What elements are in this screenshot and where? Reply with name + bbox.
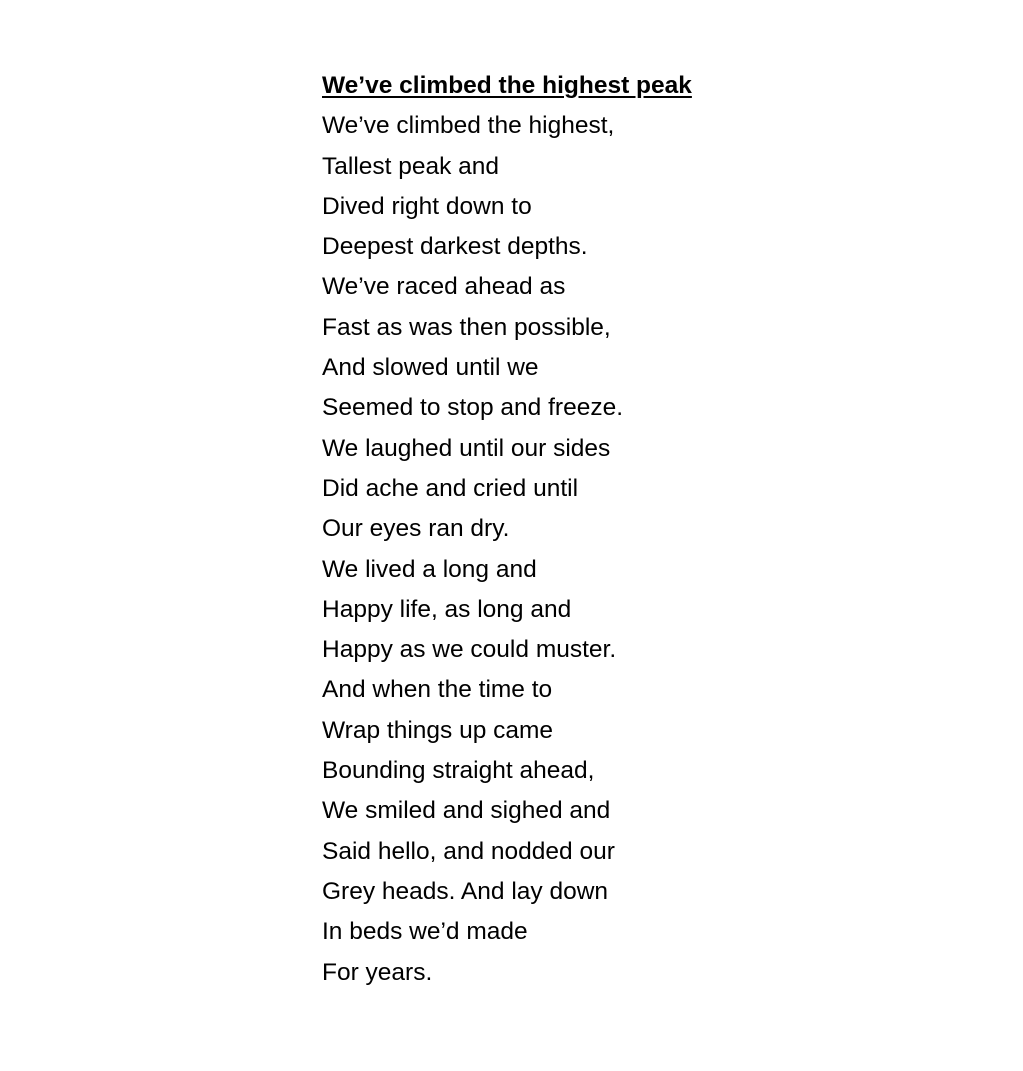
poem-line: And when the time to: [322, 676, 553, 704]
poem-line: We lived a long and: [322, 555, 537, 583]
poem-line: Said hello, and nodded our: [322, 837, 615, 865]
poem-line: Seemed to stop and freeze.: [322, 394, 623, 422]
poem-title: We’ve climbed the highest peak: [322, 72, 692, 99]
poem-line: In beds we’d made: [322, 918, 528, 946]
poem-line: For years.: [322, 958, 433, 986]
poem-line: Grey heads. And lay down: [322, 877, 609, 905]
poem-line: And slowed until we: [322, 354, 539, 382]
poem-line: Did ache and cried until: [322, 474, 579, 502]
poem-lines: [322, 106, 692, 993]
poem-line: Fast as was then possible,: [322, 313, 611, 341]
poem-line: We smiled and sighed and: [322, 797, 611, 825]
poem-line: Deepest darkest depths.: [322, 233, 588, 261]
poem-line: Happy life, as long and: [322, 595, 572, 623]
poem-line: Tallest peak and: [322, 152, 500, 180]
poem-line: We’ve raced ahead as: [322, 273, 566, 301]
poem-line: We’ve climbed the highest,: [322, 112, 615, 140]
poem-line: Dived right down to: [322, 192, 532, 220]
poem-line: Happy as we could muster.: [322, 636, 617, 664]
poem-line: Our eyes ran dry.: [322, 515, 510, 543]
poem: [322, 66, 692, 993]
poem-line: Wrap things up came: [322, 716, 554, 744]
poem-line: We laughed until our sides: [322, 434, 611, 462]
poem-line: Bounding straight ahead,: [322, 757, 595, 785]
